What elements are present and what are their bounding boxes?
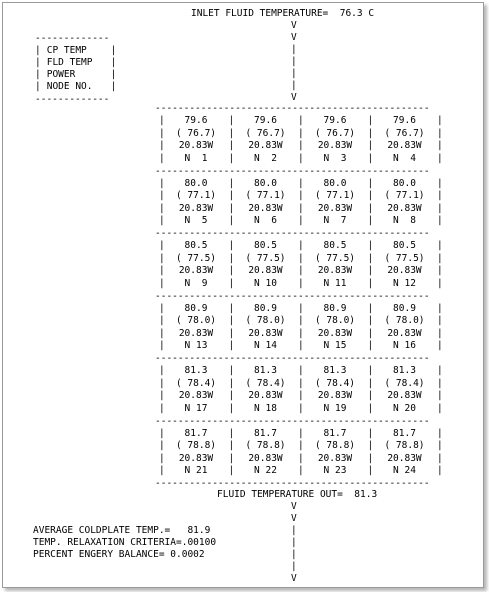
grid-cell-border: | (159, 265, 165, 276)
grid-cell-border: | (228, 327, 235, 339)
node-power: 20.83W (387, 327, 422, 339)
fluid-temp: ( 78.4) (314, 377, 356, 389)
grid-cell-border: | (298, 315, 304, 326)
flow-pipe: | (291, 549, 297, 560)
grid-cell-border: | (159, 115, 165, 126)
node-power: 20.83W (317, 202, 353, 214)
flow-pipe: | (291, 56, 297, 67)
node-number: N 16 (393, 340, 416, 351)
coldplate-temp: 81.3 (393, 365, 416, 376)
grid-row-rule: ------------------------------------------------ (155, 228, 430, 239)
grid-cell-border: | (298, 390, 304, 401)
node-number: N 21 (184, 465, 208, 476)
grid-cell-border: | (228, 152, 235, 164)
fluid-temp: ( 78.8) (245, 440, 286, 451)
grid-cell-border: | (298, 140, 304, 151)
fluid-temp: ( 77.5) (175, 252, 217, 264)
grid-cell-border: | (159, 390, 165, 401)
grid-cell-border: | (228, 340, 235, 351)
grid-cell-border: | (159, 427, 165, 439)
fluid-temp: ( 78.8) (175, 440, 217, 451)
fluid-temp: ( 78.0) (245, 315, 286, 326)
grid-cell-border: | (367, 277, 374, 289)
grid-cell-border: | (367, 140, 374, 151)
grid-cell-border: | (298, 340, 304, 351)
grid-cell-border: | (437, 327, 443, 339)
energy-balance-value: 0.0002 (170, 549, 205, 560)
legend-left-border: | (35, 69, 41, 80)
grid-cell-border: | (437, 277, 443, 289)
legend-row (35, 81, 116, 93)
grid-cell-border: | (159, 277, 165, 289)
node-number: N 6 (254, 215, 277, 226)
grid-cell-border: | (367, 252, 374, 264)
node-power: 20.83W (248, 140, 283, 151)
grid-cell-border: | (367, 390, 374, 401)
node-number: N 2 (254, 152, 277, 164)
legend-item-label: NODE NO. (46, 81, 93, 92)
fluid-temp: ( 78.4) (245, 377, 286, 389)
grid-cell-border: | (228, 202, 235, 214)
grid-cell-border: | (298, 240, 304, 251)
grid-cell-border: | (367, 465, 374, 476)
flow-pipe: | (291, 525, 297, 536)
grid-cell-border: | (159, 177, 165, 189)
grid-cell-border: | (228, 365, 235, 376)
flow-arrow-icon: V (291, 92, 297, 103)
grid-cell-border: | (228, 390, 235, 401)
grid-cell-border: | (437, 265, 443, 276)
grid-cell-border: | (159, 377, 165, 389)
grid-cell-border: | (159, 127, 165, 139)
grid-cell-border: | (159, 440, 165, 451)
grid-row-rule: ------------------------------------------------ (155, 165, 430, 177)
grid-cell-border: | (228, 377, 235, 389)
grid-cell-border: | (367, 402, 374, 414)
grid-cell-border: | (437, 377, 443, 389)
node-number: N 17 (184, 402, 208, 414)
legend-left-border: | (35, 45, 41, 56)
fluid-temp: ( 78.4) (384, 377, 425, 389)
grid-cell-border: | (228, 240, 235, 251)
grid-cell-border: | (437, 140, 443, 151)
fluid-temp: ( 76.7) (245, 127, 286, 139)
grid-cell-border: | (159, 452, 165, 464)
flow-arrow-icon: V (291, 20, 297, 31)
coldplate-temp: 79.6 (323, 115, 347, 126)
grid-cell-border: | (159, 152, 165, 164)
grid-cell-border: | (367, 427, 374, 439)
flow-arrow-icon: V (291, 32, 297, 43)
coldplate-temp: 81.7 (254, 427, 277, 439)
node-power: 20.83W (178, 452, 214, 464)
report-frame (2, 2, 484, 588)
grid-cell-border: | (159, 202, 165, 214)
grid-cell-border: | (159, 252, 165, 264)
grid-cell-border: | (159, 215, 165, 226)
coldplate-temp: 80.9 (323, 302, 347, 314)
grid-bottom-rule: ------------------------------------------------ (155, 478, 430, 489)
node-number: N 12 (393, 277, 416, 289)
outlet-temp-line (217, 489, 377, 501)
coldplate-temp: 79.6 (254, 115, 277, 126)
coldplate-temp: 80.5 (254, 240, 277, 251)
grid-cell-border: | (228, 402, 235, 414)
coldplate-temp: 81.7 (323, 427, 347, 439)
grid-cell-border: | (298, 302, 304, 314)
node-power: 20.83W (317, 452, 353, 464)
relaxation-line (33, 537, 216, 549)
grid-cell-border: | (437, 390, 443, 401)
node-power: 20.83W (248, 327, 283, 339)
legend-left-border: | (35, 81, 41, 92)
fluid-temp: ( 78.0) (175, 315, 217, 326)
node-power: 20.83W (248, 390, 283, 401)
grid-cell-border: | (437, 365, 443, 376)
grid-cell-border: | (367, 302, 374, 314)
outlet-temp-label: FLUID TEMPERATURE OUT= (217, 489, 343, 500)
grid-cell-border: | (228, 252, 235, 264)
grid-cell-border: | (298, 202, 304, 214)
grid-cell-border: | (367, 152, 374, 164)
grid-cell-border: | (437, 302, 443, 314)
grid-row-rule: ------------------------------------------------ (155, 353, 430, 364)
coldplate-temp: 80.0 (254, 177, 277, 189)
grid-cell-border: | (159, 190, 165, 201)
coldplate-temp: 81.7 (393, 427, 416, 439)
coldplate-temp: 80.9 (393, 302, 416, 314)
fluid-temp: ( 77.5) (384, 252, 425, 264)
grid-cell-border: | (298, 190, 304, 201)
fluid-temp: ( 78.0) (314, 315, 356, 326)
node-power: 20.83W (248, 202, 283, 214)
grid-cell-border: | (367, 115, 374, 126)
grid-cell-border: | (367, 127, 374, 139)
node-number: N 22 (254, 465, 277, 476)
grid-cell-border: | (228, 315, 235, 326)
grid-cell-border: | (298, 215, 304, 226)
grid-cell-border: | (298, 365, 304, 376)
legend-item-label: FLD TEMP (46, 57, 93, 68)
grid-cell-border: | (298, 265, 304, 276)
coldplate-temp: 80.9 (254, 302, 277, 314)
fluid-temp: ( 76.7) (175, 127, 217, 139)
grid-cell-border: | (228, 452, 235, 464)
node-power: 20.83W (387, 265, 422, 276)
grid-cell-border: | (228, 302, 235, 314)
grid-cell-border: | (367, 177, 374, 189)
legend-right-border: | (110, 69, 117, 80)
grid-cell-border: | (159, 340, 165, 351)
grid-cell-border: | (298, 115, 304, 126)
relaxation-label: TEMP. RELAXATION CRITERIA= (33, 537, 182, 548)
node-number: N 19 (323, 402, 347, 414)
node-number: N 11 (323, 277, 347, 289)
grid-cell-border: | (298, 427, 304, 439)
grid-cell-border: | (159, 327, 165, 339)
node-power: 20.83W (248, 265, 283, 276)
grid-cell-border: | (367, 215, 374, 226)
node-number: N 3 (323, 152, 347, 164)
grid-cell-border: | (367, 340, 374, 351)
relaxation-value: .00100 (181, 537, 217, 548)
legend-bottom-rule: ------------- (35, 94, 110, 105)
legend-item-label: CP TEMP (46, 45, 87, 56)
legend-row (35, 69, 116, 81)
coldplate-temp: 79.6 (393, 115, 416, 126)
legend-right-border: | (110, 81, 117, 92)
node-number: N 20 (393, 402, 416, 414)
grid-cell-border: | (367, 190, 374, 201)
grid-cell-border: | (228, 277, 235, 289)
node-number: N 1 (184, 152, 208, 164)
flow-pipe: | (291, 68, 297, 79)
grid-cell-border: | (298, 402, 304, 414)
coldplate-temp: 80.9 (184, 302, 208, 314)
grid-cell-border: | (159, 240, 165, 251)
grid-cell-border: | (437, 202, 443, 214)
grid-cell-border: | (159, 315, 165, 326)
fluid-temp: ( 78.4) (175, 377, 217, 389)
grid-cell-border: | (298, 440, 304, 451)
grid-cell-border: | (367, 365, 374, 376)
node-power: 20.83W (178, 327, 214, 339)
node-number: N 10 (254, 277, 277, 289)
node-power: 20.83W (178, 265, 214, 276)
avg-coldplate-line (33, 525, 210, 537)
grid-cell-border: | (367, 240, 374, 251)
grid-cell-border: | (437, 127, 443, 139)
fluid-temp: ( 78.8) (384, 440, 425, 451)
grid-cell-border: | (367, 265, 374, 276)
grid-cell-border: | (228, 190, 235, 201)
coldplate-temp: 80.0 (393, 177, 416, 189)
grid-cell-border: | (367, 452, 374, 464)
grid-cell-border: | (298, 377, 304, 389)
node-number: N 14 (254, 340, 277, 351)
grid-cell-border: | (437, 252, 443, 264)
flow-pipe: | (291, 537, 297, 548)
grid-cell-border: | (437, 452, 443, 464)
coldplate-temp: 80.5 (184, 240, 208, 251)
fluid-temp: ( 77.1) (314, 190, 356, 201)
inlet-temp-label: INLET FLUID TEMPERATURE= (191, 8, 329, 19)
node-number: N 18 (254, 402, 277, 414)
grid-cell-border: | (159, 302, 165, 314)
node-number: N 9 (184, 277, 208, 289)
grid-cell-border: | (437, 177, 443, 189)
coldplate-temp: 81.3 (254, 365, 277, 376)
node-power: 20.83W (178, 202, 214, 214)
grid-cell-border: | (367, 327, 374, 339)
coldplate-temp: 79.6 (184, 115, 208, 126)
node-power: 20.83W (178, 140, 214, 151)
grid-cell-border: | (367, 440, 374, 451)
grid-cell-border: | (437, 402, 443, 414)
node-power: 20.83W (387, 390, 422, 401)
energy-balance-label: PERCENT ENGERY BALANCE= (33, 549, 165, 560)
grid-cell-border: | (159, 402, 165, 414)
coldplate-temp: 81.3 (184, 365, 208, 376)
grid-cell-border: | (228, 127, 235, 139)
grid-cell-border: | (437, 190, 443, 201)
grid-cell-border: | (228, 465, 235, 476)
grid-cell-border: | (228, 215, 235, 226)
flow-arrow-icon: V (291, 501, 297, 512)
grid-cell-border: | (437, 340, 443, 351)
grid-cell-border: | (437, 440, 443, 451)
node-number: N 4 (393, 152, 416, 164)
grid-cell-border: | (437, 115, 443, 126)
grid-cell-border: | (437, 215, 443, 226)
grid-cell-border: | (159, 365, 165, 376)
grid-cell-border: | (298, 277, 304, 289)
legend-row (35, 45, 116, 57)
node-power: 20.83W (387, 202, 422, 214)
grid-cell-border: | (228, 427, 235, 439)
coldplate-temp: 80.0 (323, 177, 347, 189)
grid-cell-border: | (228, 440, 235, 451)
grid-cell-border: | (298, 465, 304, 476)
grid-cell-border: | (159, 140, 165, 151)
fluid-temp: ( 77.1) (245, 190, 286, 201)
node-power: 20.83W (317, 390, 353, 401)
avg-coldplate-label: AVERAGE COLDPLATE TEMP.= (33, 525, 171, 536)
grid-cell-border: | (437, 152, 443, 164)
node-number: N 15 (323, 340, 347, 351)
legend-top-rule: ------------- (35, 33, 110, 44)
fluid-temp: ( 76.7) (384, 127, 425, 139)
node-number: N 8 (393, 215, 416, 226)
grid-cell-border: | (228, 140, 235, 151)
flow-pipe: | (291, 80, 297, 91)
node-power: 20.83W (248, 452, 283, 464)
grid-cell-border: | (367, 202, 374, 214)
grid-cell-border: | (298, 127, 304, 139)
coldplate-temp: 80.0 (184, 177, 208, 189)
node-number: N 5 (184, 215, 208, 226)
grid-cell-border: | (437, 427, 443, 439)
flow-pipe: | (291, 44, 297, 55)
node-power: 20.83W (317, 140, 353, 151)
coldplate-temp: 81.3 (323, 365, 347, 376)
node-power: 20.83W (178, 390, 214, 401)
inlet-temp-value: 76.3 C (339, 8, 375, 19)
fluid-temp: ( 77.5) (245, 252, 286, 264)
energy-balance-line (33, 549, 205, 561)
node-power: 20.83W (387, 140, 422, 151)
grid-cell-border: | (298, 327, 304, 339)
fluid-temp: ( 77.1) (384, 190, 425, 201)
fluid-temp: ( 77.5) (314, 252, 356, 264)
legend-row (35, 57, 116, 69)
fluid-temp: ( 78.8) (314, 440, 356, 451)
grid-row-rule: ------------------------------------------------ (155, 415, 430, 427)
node-number: N 23 (323, 465, 347, 476)
node-number: N 13 (184, 340, 208, 351)
fluid-temp: ( 77.1) (175, 190, 217, 201)
grid-cell-border: | (228, 115, 235, 126)
flow-pipe: | (291, 561, 297, 572)
legend-left-border: | (35, 57, 41, 68)
grid-cell-border: | (228, 265, 235, 276)
grid-cell-border: | (437, 240, 443, 251)
legend-item-label: POWER (46, 69, 76, 80)
node-power: 20.83W (387, 452, 422, 464)
coldplate-temp: 80.5 (393, 240, 416, 251)
grid-cell-border: | (298, 252, 304, 264)
grid-cell-border: | (159, 465, 165, 476)
grid-row-rule: ------------------------------------------------ (155, 290, 430, 302)
legend-right-border: | (110, 45, 117, 56)
node-number: N 7 (323, 215, 347, 226)
fluid-temp: ( 76.7) (314, 127, 356, 139)
coldplate-temp: 81.7 (184, 427, 208, 439)
node-number: N 24 (393, 465, 416, 476)
grid-cell-border: | (228, 177, 235, 189)
legend-right-border: | (110, 57, 117, 68)
grid-cell-border: | (298, 177, 304, 189)
fluid-temp: ( 78.0) (384, 315, 425, 326)
node-power: 20.83W (317, 265, 353, 276)
grid-cell-border: | (367, 315, 374, 326)
grid-cell-border: | (437, 465, 443, 476)
outlet-temp-value: 81.3 (354, 489, 378, 500)
grid-row-rule: ------------------------------------------------ (155, 103, 430, 114)
grid-cell-border: | (298, 152, 304, 164)
flow-arrow-icon: V (291, 513, 297, 524)
grid-cell-border: | (437, 315, 443, 326)
inlet-temp-line (191, 8, 374, 20)
coldplate-temp: 80.5 (323, 240, 347, 251)
flow-arrow-icon: V (291, 573, 297, 584)
grid-cell-border: | (298, 452, 304, 464)
node-power: 20.83W (317, 327, 353, 339)
grid-cell-border: | (367, 377, 374, 389)
avg-coldplate-value: 81.9 (187, 525, 211, 536)
